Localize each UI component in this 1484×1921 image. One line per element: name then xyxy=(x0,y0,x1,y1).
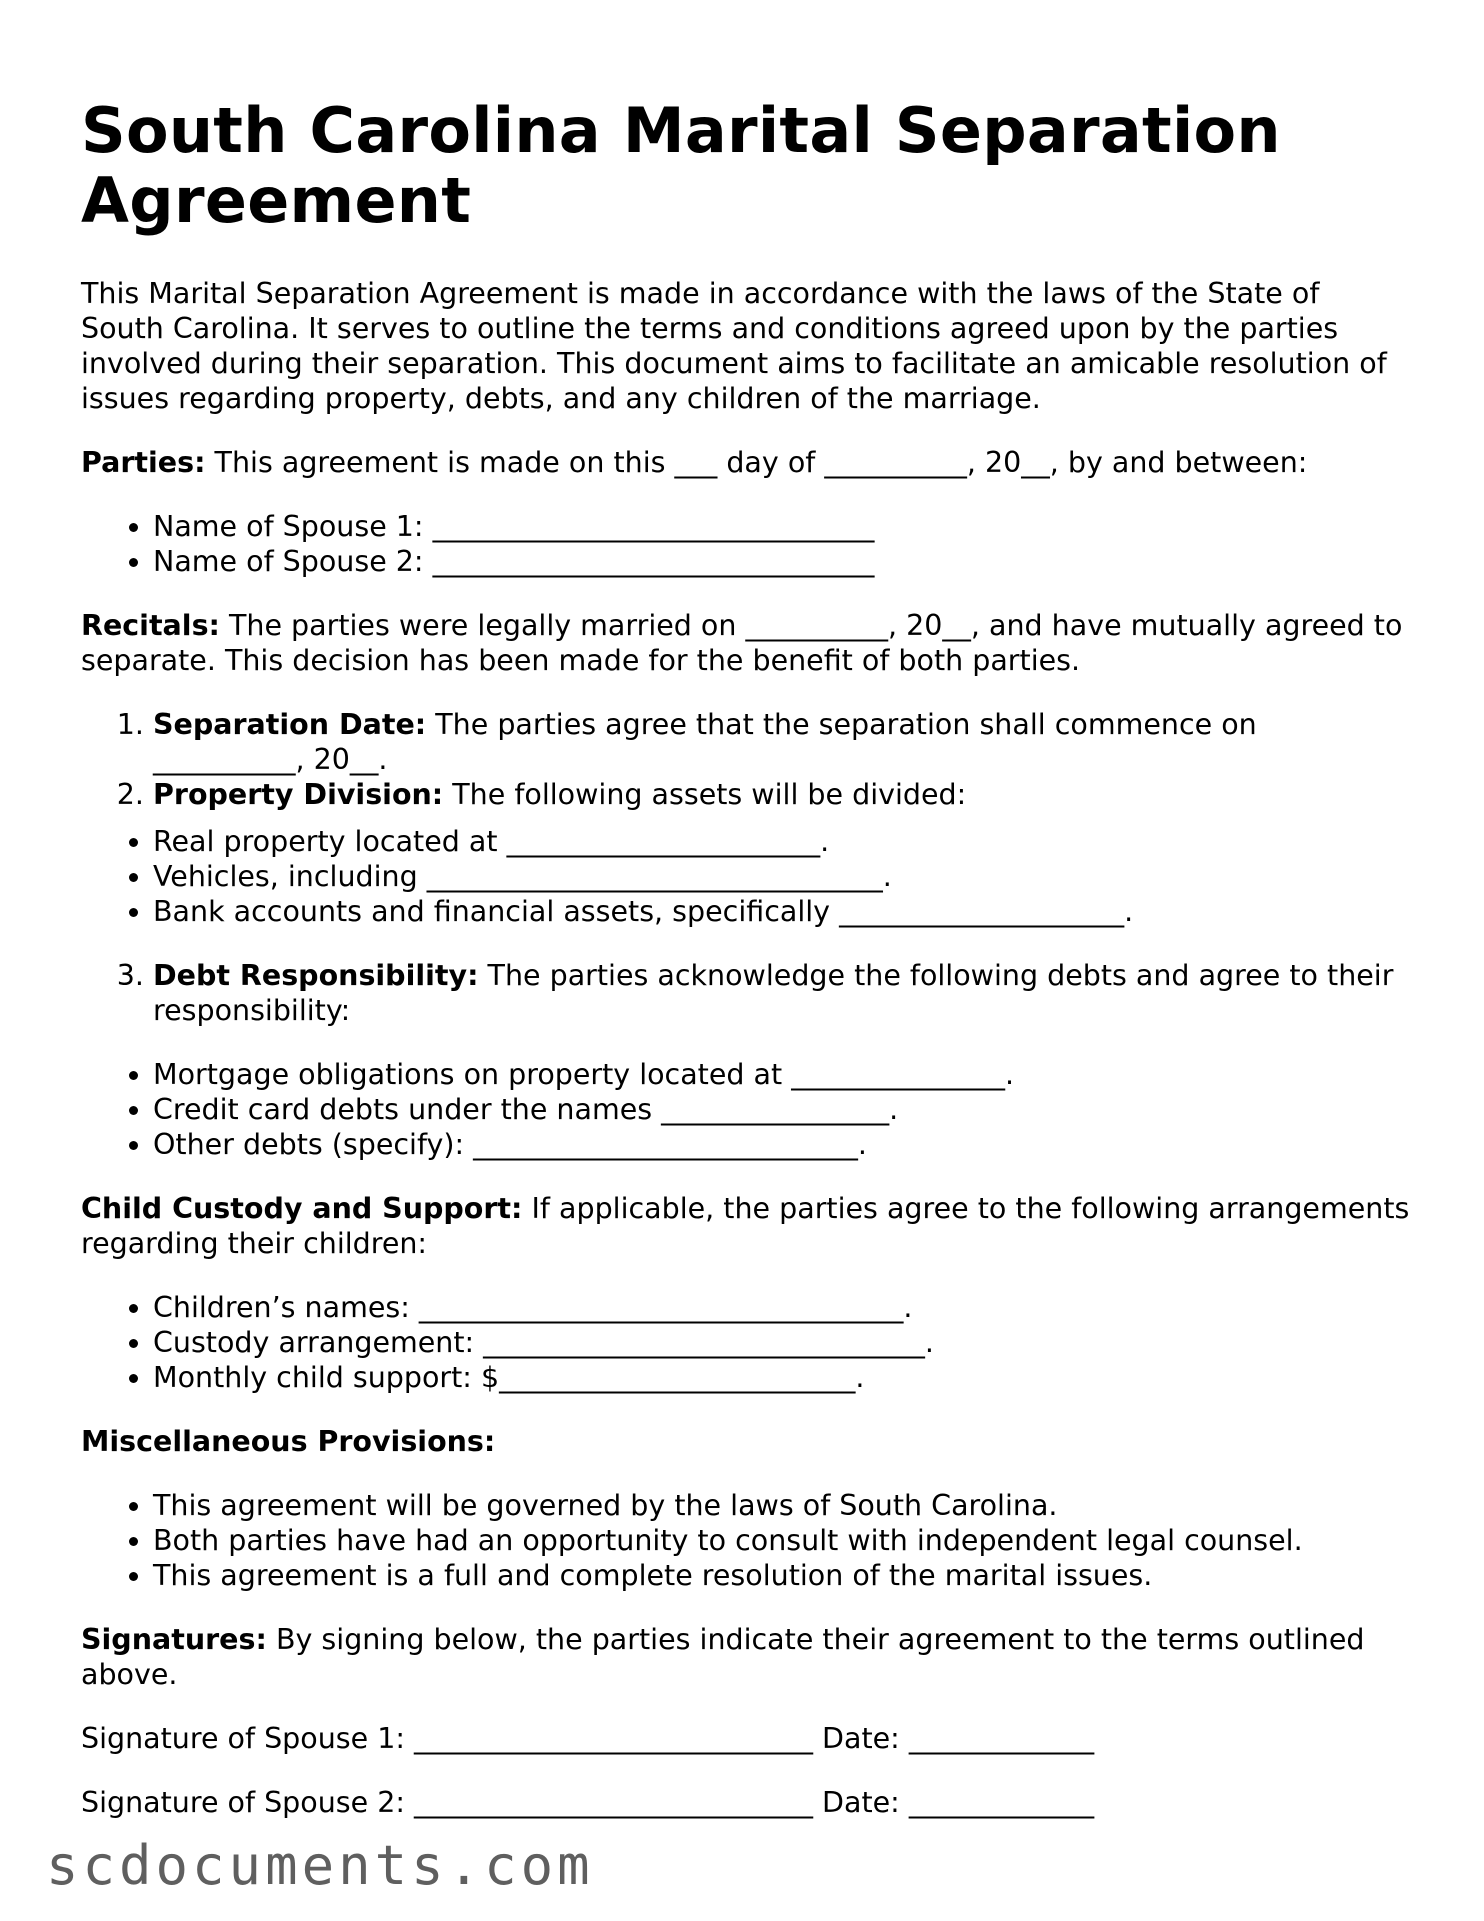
property-division-text: The following assets will be divided: xyxy=(443,778,967,811)
numbered-clauses-continued xyxy=(81,958,1411,1028)
watermark: scdocuments.com xyxy=(46,1834,594,1897)
list-item: • This agreement is a full and complete resolution of the marital issues. xyxy=(153,1558,1411,1593)
miscellaneous-label: Miscellaneous Provisions: xyxy=(81,1425,496,1458)
separation-date-clause xyxy=(153,707,1411,777)
separation-date-label: Separation Date: xyxy=(153,708,427,741)
list-item: • Name of Spouse 2: _______________________________ xyxy=(153,544,1411,579)
parties-label: Parties: xyxy=(81,446,206,479)
parties-list xyxy=(81,509,1411,579)
list-item: • Monthly child support: $_________________________. xyxy=(153,1360,1411,1395)
intro-paragraph: This Marital Separation Agreement is made in accordance with the laws of the State of South Carolina. It serves to outline the terms and conditions agreed upon by the parties involved during their separation. This document aims to facilitate an amicable resolution of issues regarding property, debts, and any children of the marriage. xyxy=(81,277,1387,415)
list-item: • Mortgage obligations on property located at _______________. xyxy=(153,1057,1411,1092)
list-item: • Credit card debts under the names ________________. xyxy=(153,1092,1411,1127)
property-division-clause xyxy=(153,777,1411,812)
signatures-text: By signing below, the parties indicate their agreement to the terms outlined above. xyxy=(81,1623,1365,1691)
signature-line-spouse-2: Signature of Spouse 2: ____________________________ Date: _____________ xyxy=(81,1786,1095,1819)
document-title: South Carolina Marital Separation Agreement xyxy=(81,94,1281,237)
list-item: • Vehicles, including ________________________________. xyxy=(153,859,1411,894)
child-custody-text: If applicable, the parties agree to the following arrangements regarding their children: xyxy=(81,1192,1410,1260)
child-custody-list xyxy=(81,1290,1411,1395)
property-division-label: Property Division: xyxy=(153,778,444,811)
separation-date-text: The parties agree that the separation shall commence on __________, 20__. xyxy=(153,708,1257,776)
list-item: • Both parties have had an opportunity to consult with independent legal counsel. xyxy=(153,1523,1411,1558)
signature-line-spouse-1: Signature of Spouse 1: ____________________________ Date: _____________ xyxy=(81,1722,1095,1755)
debt-responsibility-text: The parties acknowledge the following debts and agree to their responsibility: xyxy=(153,959,1394,1027)
signatures-label: Signatures: xyxy=(81,1623,267,1656)
signatures-paragraph xyxy=(81,1622,1411,1692)
numbered-clauses xyxy=(81,707,1411,812)
debt-list xyxy=(81,1057,1411,1162)
list-item: • Other debts (specify): ___________________________. xyxy=(153,1127,1411,1162)
list-item: • Bank accounts and financial assets, specifically ____________________. xyxy=(153,894,1411,929)
child-custody-paragraph xyxy=(81,1191,1411,1261)
list-item: • Name of Spouse 1: _______________________________ xyxy=(153,509,1411,544)
miscellaneous-list xyxy=(81,1488,1411,1593)
list-item: • Real property located at ______________________. xyxy=(153,824,1411,859)
child-custody-label: Child Custody and Support: xyxy=(81,1192,523,1225)
miscellaneous-heading xyxy=(81,1424,1411,1459)
list-item: • Children’s names: __________________________________. xyxy=(153,1290,1411,1325)
recitals-text: The parties were legally married on __________, 20__, and have mutually agreed to separate. This decision has been made for the benefit of both parties. xyxy=(81,609,1403,677)
recitals-label: Recitals: xyxy=(81,609,220,642)
debt-responsibility-label: Debt Responsibility: xyxy=(153,959,479,992)
parties-text: This agreement is made on this ___ day of __________, 20__, by and between: xyxy=(205,446,1308,479)
list-item: • Custody arrangement: _______________________________. xyxy=(153,1325,1411,1360)
document-page xyxy=(81,96,1411,1849)
property-list xyxy=(81,824,1411,929)
recitals-paragraph xyxy=(81,608,1411,678)
parties-paragraph xyxy=(81,445,1411,480)
debt-responsibility-clause xyxy=(153,958,1411,1028)
list-item: • This agreement will be governed by the laws of South Carolina. xyxy=(153,1488,1411,1523)
